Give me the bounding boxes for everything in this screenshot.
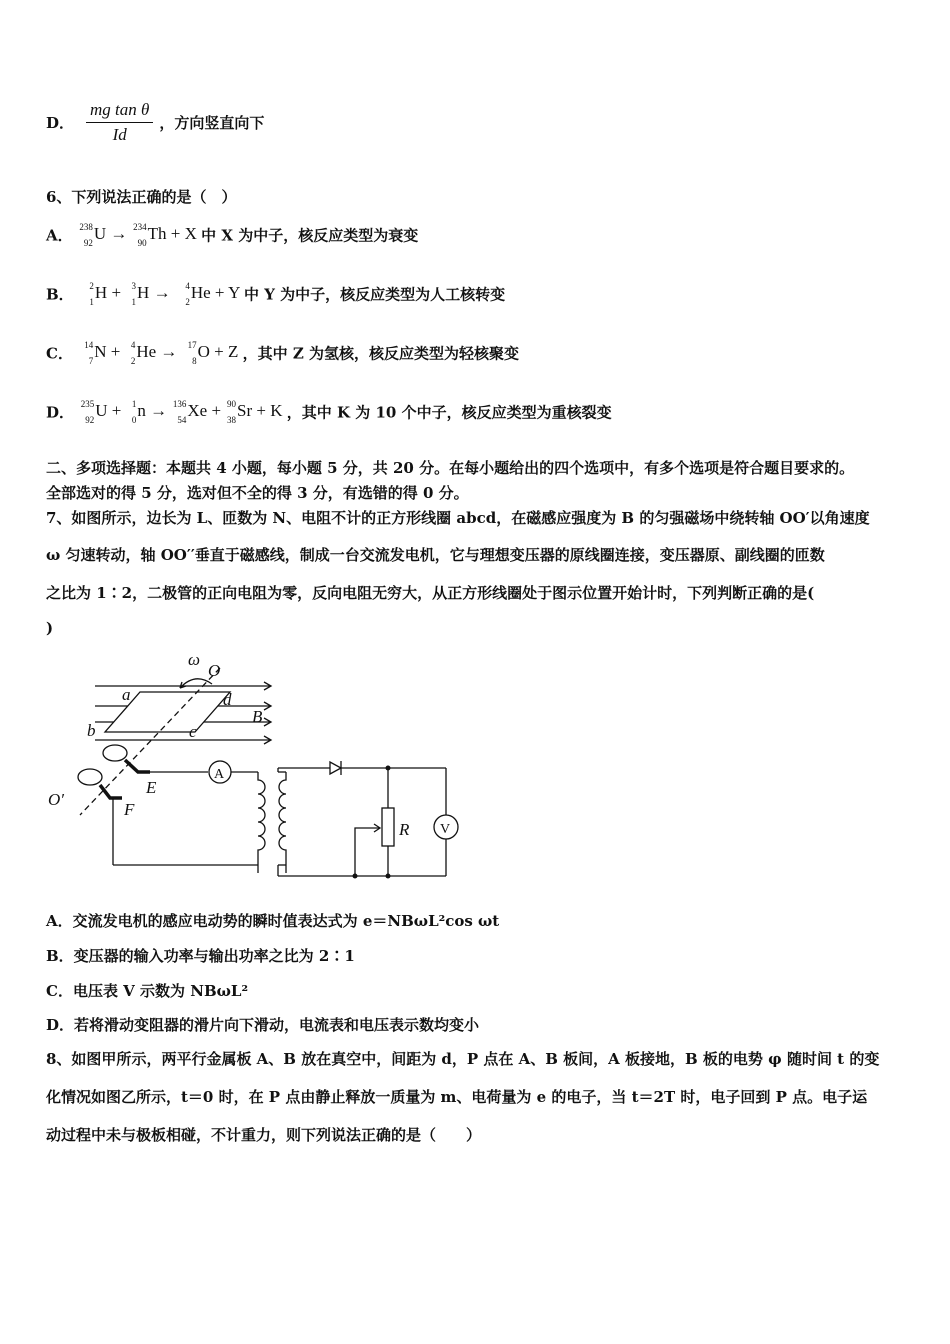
q7-option-a: A．交流发电机的感应电动势的瞬时值表达式为 e＝NBωL²cos ωt bbox=[46, 912, 500, 930]
symbol: N + bbox=[94, 341, 121, 361]
label-o: O bbox=[208, 661, 221, 680]
diode bbox=[330, 762, 341, 774]
symbol: Sr + K bbox=[237, 400, 283, 420]
voltmeter-label: V bbox=[440, 822, 451, 837]
q7-stem-line: ) bbox=[46, 619, 54, 637]
primary-coil bbox=[258, 772, 265, 873]
q8-stem-line: 化情况如图乙所示，t＝0 时，在 P 点由静止释放一质量为 m、电荷量为 e 的电子，当 t＝2T 时，电子回到 P 点。电子运 bbox=[46, 1088, 868, 1106]
mass-number: 234 bbox=[133, 222, 147, 232]
symbol: U + bbox=[95, 400, 122, 420]
label-f: F bbox=[124, 800, 135, 819]
mass-number: 3 bbox=[131, 281, 137, 291]
q6-stem: 6、下列说法正确的是（ ） bbox=[46, 188, 237, 206]
option-text: 中 Y 为中子，核反应类型为人工核转变 bbox=[244, 285, 506, 304]
label-b: b bbox=[87, 721, 96, 740]
q7-stem-line: 之比为 1∶2，二极管的正向电阻为零，反向电阻无穷大，从正方形线圈处于图示位置开始计时，下列判断正确的是( bbox=[46, 584, 815, 602]
mass-number: 136 bbox=[172, 399, 187, 409]
symbol: He + Y bbox=[190, 282, 240, 302]
mass-number: 235 bbox=[80, 399, 95, 409]
symbol: n bbox=[137, 400, 146, 420]
arrow-icon: → bbox=[150, 400, 168, 420]
label-omega: ω bbox=[188, 650, 201, 669]
mass-number: 14 bbox=[84, 340, 94, 350]
atomic-number: 2 bbox=[185, 297, 190, 307]
nuclear-equation-d bbox=[79, 399, 287, 425]
mass-number: 90 bbox=[227, 399, 237, 409]
nuclear-equation-a bbox=[78, 222, 201, 248]
atomic-number: 90 bbox=[137, 238, 147, 248]
label-r: R bbox=[399, 820, 410, 839]
option-text: 中 X 为中子，核反应类型为衰变 bbox=[201, 226, 419, 245]
option-label: B． bbox=[46, 285, 74, 304]
option-text: ，方向竖直向下 bbox=[159, 114, 265, 132]
section-heading-cont: 全部选对的得 5 分，选对但不全的得 3 分，有选错的得 0 分。 bbox=[46, 484, 469, 502]
atomic-number: 92 bbox=[85, 415, 95, 425]
q7-stem-line: ω 匀速转动，轴 OO′′垂直于磁感线，制成一台交流发电机，它与理想变压器的原线圈连接，变压器原、副线圈的匝数 bbox=[46, 546, 825, 564]
atomic-number: 8 bbox=[192, 356, 197, 366]
slider-wire bbox=[355, 828, 379, 876]
slip-ring bbox=[78, 769, 102, 785]
q5-option-d bbox=[46, 100, 264, 145]
label-e: E bbox=[146, 778, 157, 797]
mass-number: 238 bbox=[79, 222, 93, 232]
arrow-icon: → bbox=[160, 341, 178, 361]
option-label: D． bbox=[46, 403, 75, 422]
label-d: d bbox=[223, 690, 232, 709]
atomic-number: 7 bbox=[88, 356, 94, 366]
brush-f bbox=[100, 785, 122, 798]
ammeter-label: A bbox=[214, 767, 225, 782]
mass-number: 2 bbox=[89, 281, 94, 291]
option-text: ，其中 K 为 10 个中子，核反应类型为重核裂变 bbox=[286, 403, 612, 422]
atomic-number: 92 bbox=[83, 238, 93, 248]
rheostat bbox=[382, 808, 394, 846]
atomic-number: 38 bbox=[227, 415, 237, 425]
atomic-number: 1 bbox=[89, 297, 94, 307]
junction-dot bbox=[353, 874, 358, 879]
mass-number: 1 bbox=[131, 399, 137, 409]
q6-option-b bbox=[46, 281, 505, 307]
q7-option-c: C．电压表 V 示数为 NBωL² bbox=[46, 982, 249, 1000]
arrow-icon: → bbox=[110, 223, 128, 243]
secondary-coil bbox=[279, 772, 286, 873]
atomic-number: 2 bbox=[130, 356, 136, 366]
nuclear-equation-c bbox=[78, 340, 242, 366]
q6-option-d bbox=[46, 399, 612, 425]
label-a: a bbox=[122, 685, 131, 704]
option-label: A． bbox=[46, 226, 73, 245]
brush-e bbox=[125, 760, 150, 772]
junction-dot bbox=[386, 874, 391, 879]
mass-number: 17 bbox=[187, 340, 197, 350]
nuclear-equation-b bbox=[79, 281, 244, 307]
q7-option-d: D．若将滑动变阻器的滑片向下滑动，电流表和电压表示数均变小 bbox=[46, 1016, 480, 1034]
option-label: D． bbox=[46, 114, 75, 132]
symbol: O + Z bbox=[197, 341, 239, 361]
symbol: H + bbox=[94, 282, 122, 302]
symbol: H bbox=[137, 282, 150, 302]
q7-option-b: B．变压器的输入功率与输出功率之比为 2∶1 bbox=[46, 947, 355, 965]
option-text: ，其中 Z 为氢核，核反应类型为轻核聚变 bbox=[242, 344, 520, 363]
atomic-number: 1 bbox=[131, 297, 137, 307]
mass-number: 4 bbox=[130, 340, 136, 350]
fraction bbox=[86, 100, 153, 145]
label-b-field: B bbox=[252, 707, 263, 726]
symbol: U bbox=[93, 223, 107, 243]
arrow-icon: → bbox=[153, 282, 171, 302]
mass-number: 4 bbox=[185, 281, 190, 291]
q8-stem-line: 8、如图甲所示，两平行金属板 A、B 放在真空中，间距为 d，P 点在 A、B 板间，A 板接地，B 板的电势 φ 随时间 t 的变 bbox=[46, 1050, 880, 1068]
junction-dot bbox=[386, 766, 391, 771]
atomic-number: 54 bbox=[177, 415, 187, 425]
label-o-prime: O′ bbox=[48, 790, 64, 809]
label-c: c bbox=[189, 722, 197, 741]
q8-stem-line: 动过程中未与极板相碰，不计重力，则下列说法正确的是（ ） bbox=[46, 1126, 482, 1144]
option-label: C． bbox=[46, 344, 73, 363]
fraction-denominator: Id bbox=[112, 125, 127, 144]
fraction-numerator: mg tan θ bbox=[86, 100, 153, 123]
q6-option-a bbox=[46, 222, 418, 248]
symbol: He bbox=[136, 341, 157, 361]
atomic-number: 0 bbox=[131, 415, 137, 425]
symbol: Th + X bbox=[147, 223, 197, 243]
generator-transformer-circuit-diagram bbox=[40, 650, 470, 885]
q6-option-c bbox=[46, 340, 519, 366]
slip-ring bbox=[103, 745, 127, 761]
symbol: Xe + bbox=[187, 400, 222, 420]
q7-stem-line: 7、如图所示，边长为 L、匝数为 N、电阻不计的正方形线圈 abcd，在磁感应强度为 B 的匀强磁场中绕转轴 OO′以角速度 bbox=[46, 509, 870, 527]
section-heading: 二、多项选择题：本题共 4 小题，每小题 5 分，共 20 分。在每小题给出的四个选项中，有多个选项是符合题目要求的。 bbox=[46, 459, 855, 477]
